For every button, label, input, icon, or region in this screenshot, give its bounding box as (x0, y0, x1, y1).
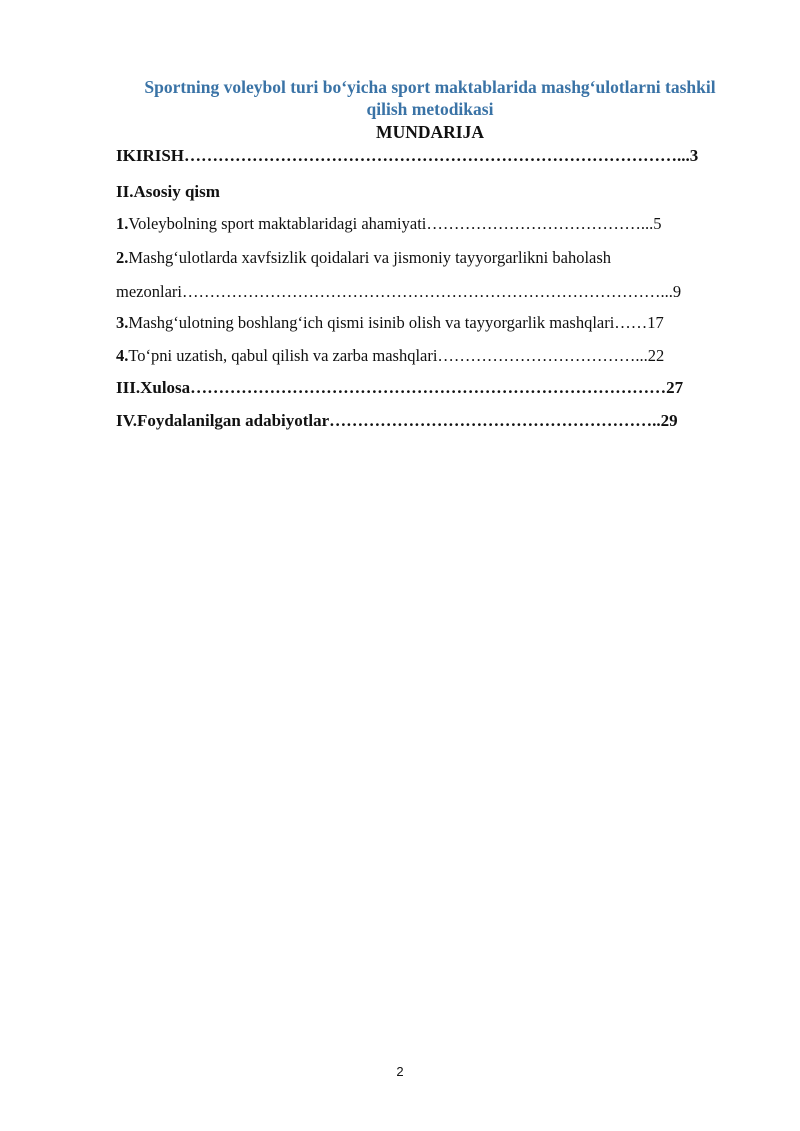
toc-item-1-text: Voleybolning sport maktablaridagi ahamiyati…………………………………...5 (128, 214, 662, 233)
toc-conclusion: III.Xulosa…………………………………………………………………………27 (116, 378, 684, 397)
toc-item-4-number: 4. (116, 346, 129, 365)
toc-main-part: II.Asosiy qism (116, 182, 220, 201)
toc-item-3-number: 3. (116, 313, 129, 332)
toc-item-3 (116, 313, 742, 333)
toc-item-1 (116, 214, 742, 234)
toc-item-2-continuation: mezonlari……………………………………………………………………………...9 (116, 282, 682, 301)
toc-item-4 (116, 346, 742, 366)
toc-item-2 (116, 248, 742, 268)
document-title-line-2: qilish metodikasi (366, 99, 494, 119)
document-title-line-1: Sportning voleybol turi bo‘yicha sport maktablarida mashg‘ulotlarni tashkil (144, 77, 716, 97)
contents-heading: MUNDARIJA (376, 122, 484, 142)
toc-item-3-text: Mashg‘ulotning boshlang‘ich qismi isinib olish va tayyorgarlik mashqlari……17 (128, 313, 664, 332)
toc-references: IV.Foydalanilgan adabiyotlar…………………………………………………..29 (116, 411, 678, 430)
toc-item-1-number: 1. (116, 214, 129, 233)
toc-item-2-number: 2. (116, 248, 129, 267)
toc-item-4-text: To‘pni uzatish, qabul qilish va zarba mashqlari………………………………...22 (128, 346, 665, 365)
page-number: 2 (396, 1064, 404, 1079)
toc-intro: IKIRISH……………………………………………………………………………...3 (116, 146, 699, 165)
toc-item-2-text: Mashg‘ulotlarda xavfsizlik qoidalari va jismoniy tayyorgarlikni baholash (128, 248, 612, 267)
